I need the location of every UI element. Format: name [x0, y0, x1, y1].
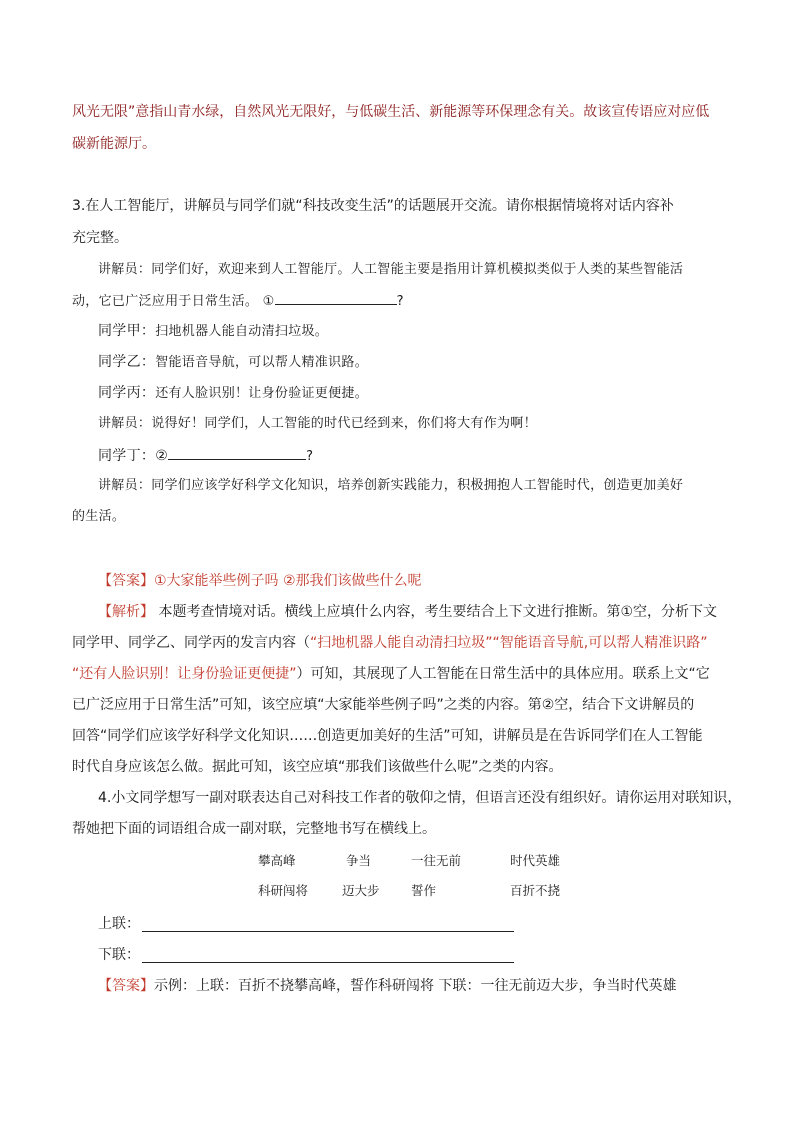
dialogue-student-b: [98, 352, 368, 373]
q3-answer-text: ①大家能举些例子吗 ②那我们该做些什么呢: [154, 573, 422, 589]
word-option: 誓作: [411, 883, 437, 898]
word-option: 争当: [346, 853, 372, 868]
dialogue-guide-1-text: 动，它已广泛应用于日常生活。 ①: [72, 294, 275, 309]
blank-2-marker: ②: [155, 448, 169, 464]
upper-couplet-label: 上联：: [98, 916, 140, 932]
q3-stem-line-2: 充完整。: [72, 230, 128, 246]
dialogue-student-a: [98, 321, 328, 342]
analysis-text-1: 本题考查情境对话。横线上应填什么内容，考生要结合上下文进行推断。第①空，分析下文: [154, 604, 717, 620]
dialogue-student-c: [98, 383, 368, 404]
prev-explanation-line-2: 碳新能源厅。: [72, 136, 156, 152]
analysis-quote-3: “还有人脸识别！让身份验证更便捷”: [72, 666, 297, 682]
word-option: 科研闯将: [258, 883, 309, 898]
speaker-student-d: 同学丁：: [98, 448, 156, 464]
word-option: 迈大步: [342, 883, 380, 898]
q3-stem-line-1: 3.在人工智能厅，讲解员与同学们就“科技改变生活”的话题展开交流。请你根据情境将对话内容补: [72, 198, 674, 214]
dialogue-guide-1-line-1: 讲解员：同学们好，欢迎来到人工智能厅。人工智能主要是指用计算机模拟类似于人类的某些智能活: [98, 262, 684, 277]
student-a-text: 扫地机器人能自动清扫垃圾。: [155, 324, 329, 339]
blank-1-question-mark: ?: [396, 294, 404, 309]
speaker-student-c: 同学丙：: [98, 385, 156, 401]
answer-blank-1[interactable]: [275, 290, 397, 305]
analysis-tag: 【解析】: [98, 604, 154, 620]
dialogue-guide-1-line-2: [72, 290, 404, 312]
analysis-text-2: 同学甲、同学乙、同学丙的发言内容（: [72, 635, 310, 651]
q3-answer: [98, 571, 422, 591]
word-option: 一往无前: [411, 853, 462, 868]
q4-stem-line-2: 帮她把下面的词语组合成一副对联，完整地书写在横线上。: [72, 821, 436, 837]
q4-answer: [98, 976, 676, 996]
word-option: 时代英雄: [510, 853, 561, 868]
student-b-text: 智能语音导航，可以帮人精准识路。: [155, 355, 369, 370]
q3-analysis-line-1: [98, 602, 717, 622]
word-option: 攀高峰: [258, 853, 296, 868]
q3-analysis-line-2: [72, 633, 707, 653]
analysis-text-3: ）可知，其展现了人工智能在日常生活中的具体应用。联系上文“它: [296, 666, 710, 682]
analysis-quote-2: “智能语音导航,可以帮人精准识路”: [492, 635, 708, 651]
q3-analysis-line-6: 时代自身应该怎么做。据此可知，该空应填“那我们该做些什么呢”之类的内容。: [72, 759, 563, 775]
q3-analysis-line-5: 回答“同学们应该学好科学文化知识……创造更加美好的生活”可知，讲解员是在告诉同学们在人工智能: [72, 728, 703, 744]
speaker-student-b: 同学乙：: [98, 354, 156, 370]
dialogue-guide-3-line-1: 讲解员：同学们应该学好科学文化知识，培养创新实践能力，积极拥抱人工智能时代，创造更加美好: [98, 478, 684, 493]
q4-answer-text: 示例：上联：百折不挠攀高峰，誓作科研闯将 下联：一往无前迈大步，争当时代英雄: [154, 978, 677, 994]
student-c-text: 还有人脸识别！让身份验证更便捷。: [155, 386, 369, 401]
dialogue-guide-2: 讲解员：说得好！同学们，人工智能的时代已经到来，你们将大有作为啊！: [98, 416, 537, 431]
lower-couplet-line[interactable]: [142, 962, 514, 963]
answer-blank-2[interactable]: [168, 445, 306, 460]
analysis-quote-1: “扫地机器人能自动清扫垃圾”: [310, 635, 493, 651]
answer-tag: 【答案】: [98, 978, 154, 994]
prev-explanation-line-1: 风光无限”意指山青水绿，自然风光无限好，与低碳生活、新能源等环保理念有关。故该宣传语应对应低: [72, 104, 710, 120]
dialogue-student-d: [98, 445, 313, 467]
upper-couplet-line[interactable]: [142, 931, 514, 932]
q3-analysis-line-4: 已广泛应用于日常生活”可知，该空应填“大家能举些例子吗”之类的内容。第②空，结合下文讲解员的: [72, 697, 695, 713]
dialogue-guide-3-line-2: 的生活。: [72, 509, 126, 524]
lower-couplet-label: 下联：: [98, 947, 140, 963]
q4-stem-line-1: 4.小文同学想写一副对联表达自己对科技工作者的敬仰之情，但语言还没有组织好。请你运用对联知识，: [98, 790, 742, 806]
blank-2-question-mark: ?: [306, 449, 314, 464]
q3-analysis-line-3: [72, 664, 710, 684]
speaker-student-a: 同学甲：: [98, 323, 156, 339]
word-option: 百折不挠: [510, 883, 561, 898]
answer-tag: 【答案】: [98, 573, 154, 589]
